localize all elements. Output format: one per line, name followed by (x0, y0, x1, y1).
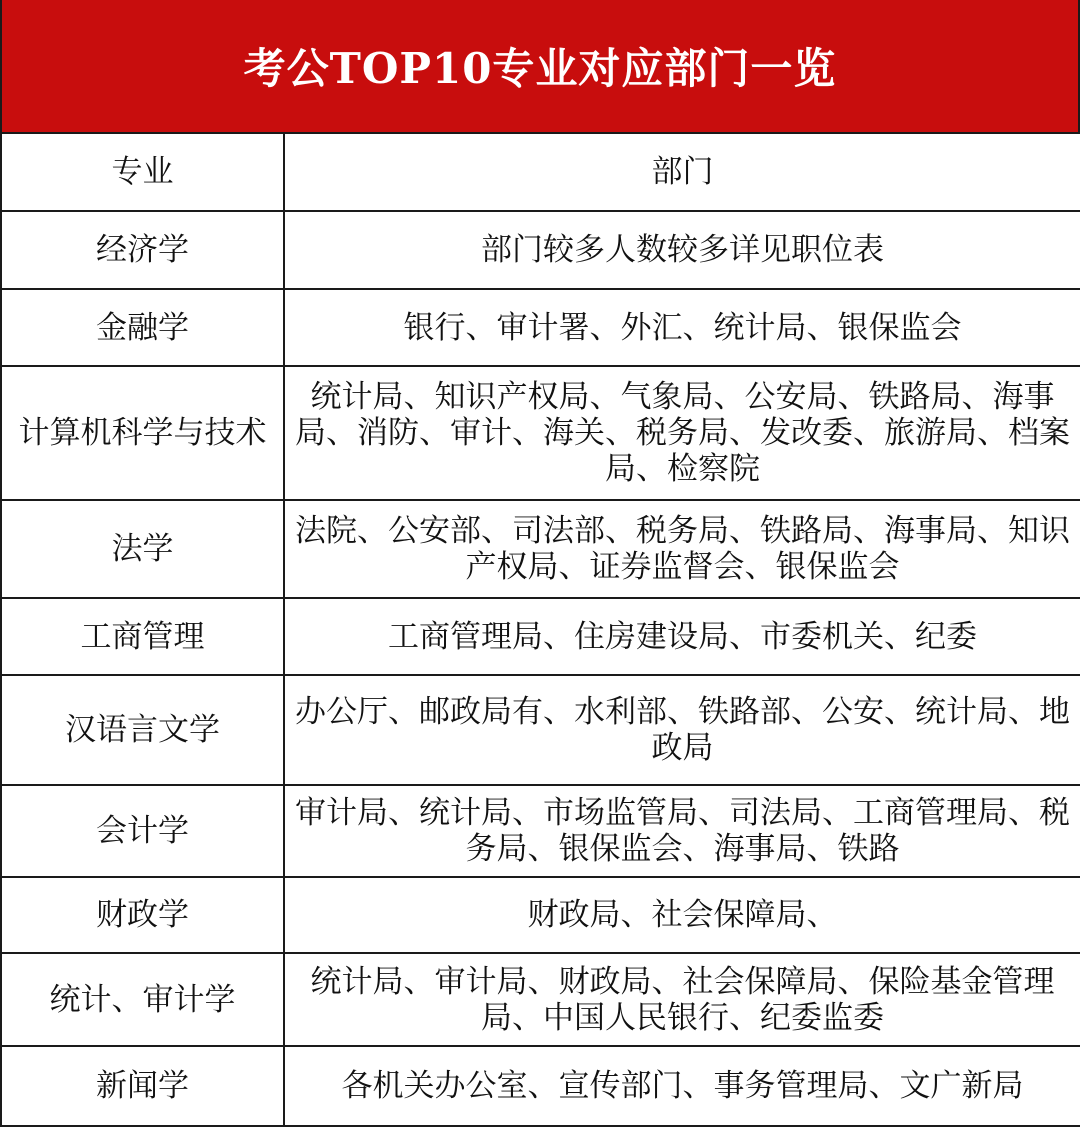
major-cell: 汉语言文学 (1, 675, 284, 785)
major-cell: 新闻学 (1, 1046, 284, 1126)
table-row (1, 953, 1080, 1046)
department-cell: 办公厅、邮政局有、水利部、铁路部、公安、统计局、地政局 (284, 675, 1080, 785)
department-cell: 审计局、统计局、市场监管局、司法局、工商管理局、税务局、银保监会、海事局、铁路 (284, 785, 1080, 877)
table-row (1, 877, 1080, 953)
table-row (1, 289, 1080, 366)
table-row (1, 1046, 1080, 1126)
department-cell: 工商管理局、住房建设局、市委机关、纪委 (284, 598, 1080, 675)
department-cell: 财政局、社会保障局、 (284, 877, 1080, 953)
page-title: 考公TOP10专业对应部门一览 (243, 44, 837, 93)
department-cell: 法院、公安部、司法部、税务局、铁路局、海事局、知识产权局、证券监督会、银保监会 (284, 500, 1080, 598)
table-row (1, 366, 1080, 500)
table-row (1, 785, 1080, 877)
major-cell: 统计、审计学 (1, 953, 284, 1046)
table-row (1, 211, 1080, 289)
major-cell: 会计学 (1, 785, 284, 877)
header-department: 部门 (284, 133, 1080, 211)
header-major: 专业 (1, 133, 284, 211)
major-cell: 金融学 (1, 289, 284, 366)
department-cell: 各机关办公室、宣传部门、事务管理局、文广新局 (284, 1046, 1080, 1126)
major-cell: 法学 (1, 500, 284, 598)
department-cell: 统计局、知识产权局、气象局、公安局、铁路局、海事局、消防、审计、海关、税务局、发改委、旅游局、档案局、检察院 (284, 366, 1080, 500)
department-cell: 统计局、审计局、财政局、社会保障局、保险基金管理局、中国人民银行、纪委监委 (284, 953, 1080, 1046)
table-header-row (1, 133, 1080, 211)
table-row (1, 500, 1080, 598)
table-row (1, 675, 1080, 785)
major-cell: 财政学 (1, 877, 284, 953)
table-row (1, 598, 1080, 675)
title-banner (0, 0, 1080, 132)
department-cell: 部门较多人数较多详见职位表 (284, 211, 1080, 289)
major-cell: 计算机科学与技术 (1, 366, 284, 500)
majors-table (0, 132, 1080, 1127)
department-cell: 银行、审计署、外汇、统计局、银保监会 (284, 289, 1080, 366)
major-cell: 经济学 (1, 211, 284, 289)
major-cell: 工商管理 (1, 598, 284, 675)
